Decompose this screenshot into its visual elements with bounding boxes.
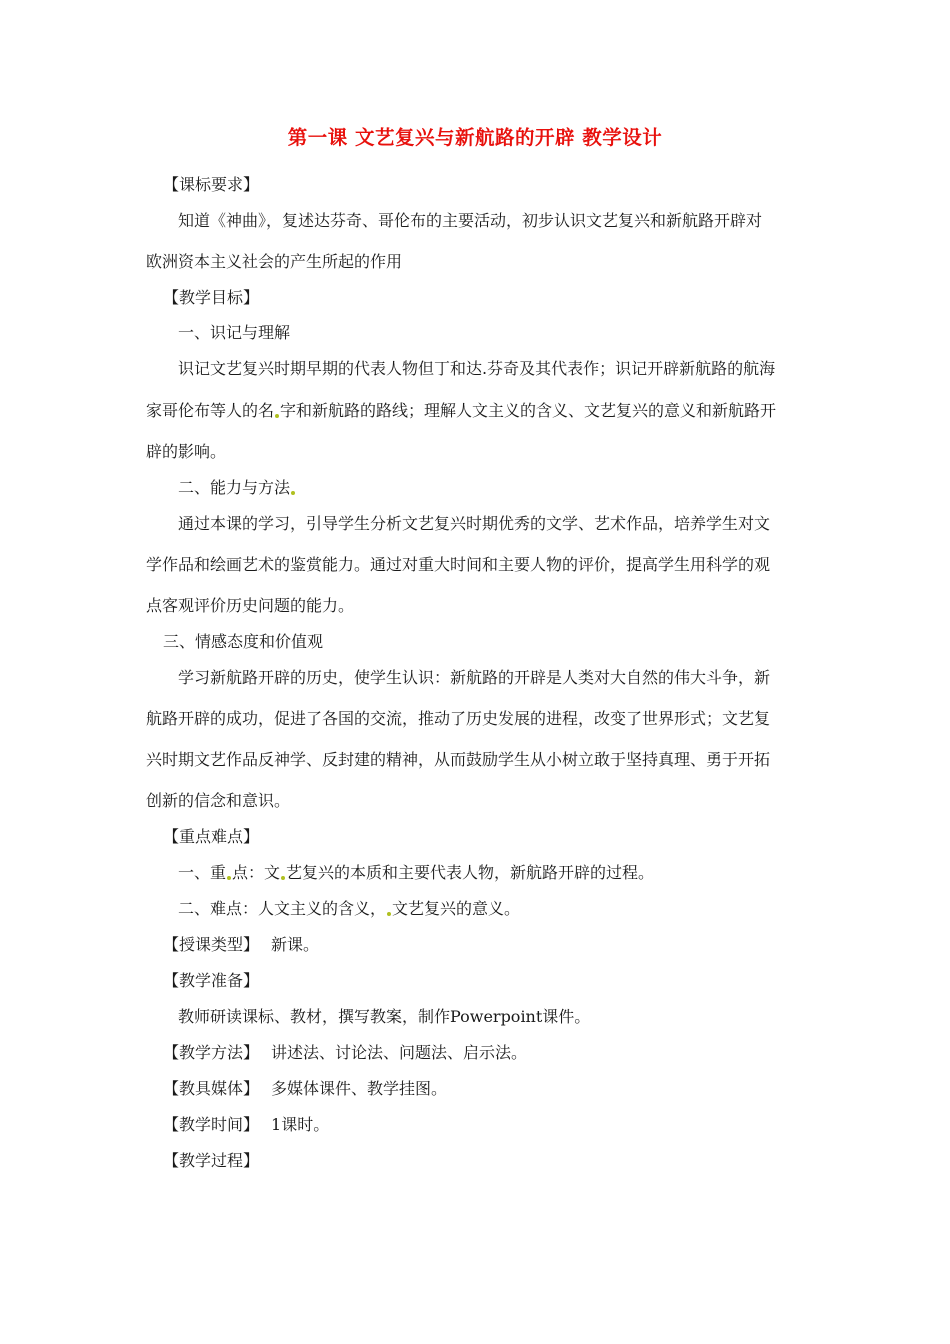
objective-1-line-2a: 家哥伦布等人的名 (146, 401, 275, 420)
mark-dot (387, 912, 391, 916)
mark-dot (281, 876, 285, 880)
objective-1-line-2 (146, 400, 776, 422)
objective-1-line-2b: 字和新航路的路线；理解人文主义的含义、文艺复兴的意义和新航路开 (280, 401, 777, 420)
difficult-point-b: 文艺复兴的意义。 (392, 899, 521, 918)
objective-3-heading: 三、情感态度和价值观 (163, 632, 324, 651)
objective-2-heading-text: 二、能力与方法 (178, 478, 291, 497)
media-line (163, 1078, 447, 1100)
objective-3-line-4: 创新的信念和意识。 (146, 791, 291, 810)
objective-2-line-2: 学作品和绘画艺术的鉴赏能力。通过对重大时间和主要人物的评价，提高学生用科学的观 (146, 555, 771, 574)
key-point-c: 文 (264, 863, 281, 882)
media-label: 【教具媒体】 (163, 1079, 260, 1098)
objective-3-line-1: 学习新航路开辟的历史，使学生认识：新航路的开辟是人类对大自然的伟大斗争，新 (178, 668, 771, 687)
lesson-type-value: 新课。 (271, 935, 320, 954)
key-point-b: 点： (232, 863, 265, 882)
method-line (163, 1042, 527, 1064)
difficult-point-line (178, 898, 520, 920)
process-heading: 【教学过程】 (163, 1151, 260, 1170)
mubiao-heading: 【教学目标】 (163, 288, 260, 307)
objective-1-heading: 一、识记与理解 (178, 323, 291, 342)
key-point-line (178, 862, 654, 884)
kebiao-heading: 【课标要求】 (163, 175, 260, 194)
preparation-line: 教师研读课标、教材，撰写教案，制作Powerpoint课件。 (178, 1007, 591, 1026)
method-value: 讲述法、讨论法、问题法、启示法。 (271, 1043, 528, 1062)
mark-dot (291, 491, 295, 495)
document-title: 第一课 文艺复兴与新航路的开辟 教学设计 (287, 126, 663, 149)
key-point-a: 一、重 (178, 863, 227, 882)
media-value: 多媒体课件、教学挂图。 (271, 1079, 448, 1098)
mark-dot (227, 876, 231, 880)
lesson-type-line (163, 934, 319, 956)
preparation-heading: 【教学准备】 (163, 971, 260, 990)
objective-3-line-3: 兴时期文艺作品反神学、反封建的精神，从而鼓励学生从小树立敢于坚持真理、勇于开拓 (146, 750, 771, 769)
lesson-type-label: 【授课类型】 (163, 935, 260, 954)
kebiao-line-2: 欧洲资本主义社会的产生所起的作用 (146, 252, 403, 271)
mark-dot (275, 414, 279, 418)
zhongdian-heading: 【重点难点】 (163, 827, 260, 846)
objective-2-line-1: 通过本课的学习，引导学生分析文艺复兴时期优秀的文学、艺术作品，培养学生对文 (178, 514, 771, 533)
kebiao-line-1: 知道《神曲》，复述达芬奇、哥伦布的主要活动，初步认识文艺复兴和新航路开辟对 (178, 211, 763, 230)
objective-3-line-2: 航路开辟的成功，促进了各国的交流，推动了历史发展的进程，改变了世界形式；文艺复 (146, 709, 771, 728)
time-line (163, 1114, 329, 1136)
objective-1-line-1: 识记文艺复兴时期早期的代表人物但丁和达.芬奇及其代表作；识记开辟新航路的航海 (178, 359, 776, 378)
key-point-d: 艺复兴的本质和主要代表人物，新航路开辟的过程。 (286, 863, 655, 882)
objective-2-heading (178, 477, 296, 499)
time-label: 【教学时间】 (163, 1115, 260, 1134)
method-label: 【教学方法】 (163, 1043, 260, 1062)
objective-1-line-3: 辟的影响。 (146, 442, 227, 461)
objective-2-line-3: 点客观评价历史问题的能力。 (146, 596, 355, 615)
difficult-point-a: 二、难点：人文主义的含义， (178, 899, 387, 918)
time-value: 1课时。 (271, 1115, 330, 1134)
